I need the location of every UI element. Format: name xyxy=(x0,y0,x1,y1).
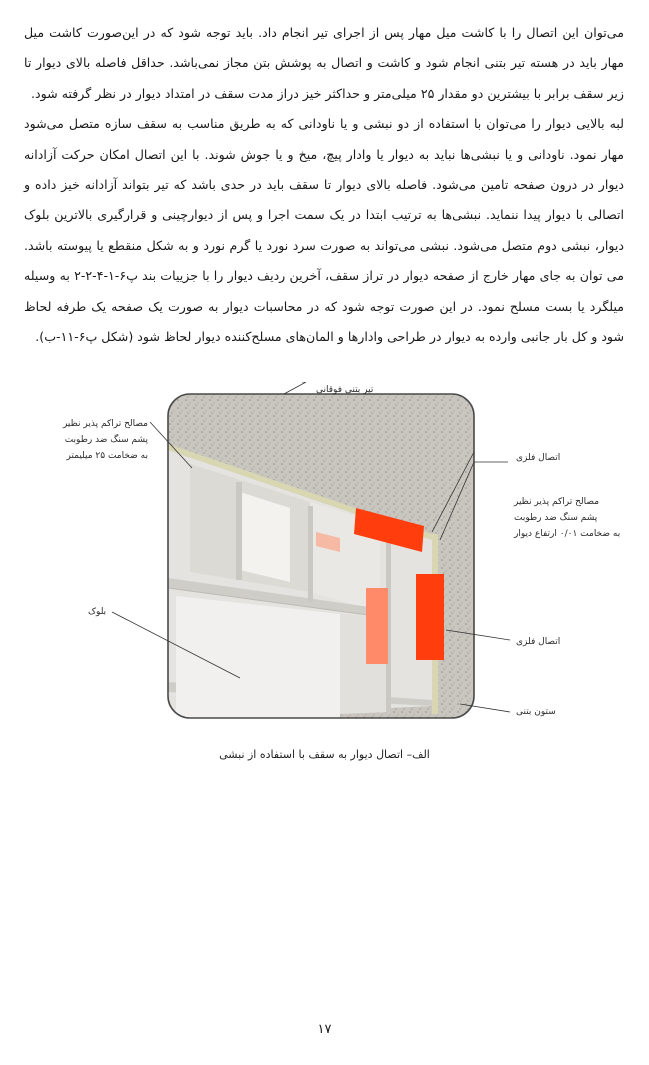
label-block: بلوک xyxy=(88,607,107,617)
metal-connection-bottom xyxy=(416,574,444,660)
label-filler-left-2: پشم سنگ ضد رطوبت xyxy=(64,435,148,445)
label-beam: تیر بتنی فوقانی xyxy=(316,385,374,395)
label-metal-bottom: اتصال فلزی xyxy=(516,637,561,647)
body-text xyxy=(24,18,624,352)
label-filler-left-1: مصالح تراکم پذیر نظیر xyxy=(62,419,148,429)
lower-block xyxy=(176,596,340,718)
label-filler-right-2: پشم سنگ ضد رطوبت xyxy=(514,513,598,523)
paragraph: لبه بالایی دیوار را می‌توان با استفاده از دو نبشی و یا ناودانی که به طریق مناسب به سقف سازه متصل می‌شود مهار نمود. ناودانی و یا نبشی‌ها نباید به دیوار یا وادار پیچ، میخ و یا جوش شوند. با این اتصال امکان حرکت آزادانه دیوار در درون صفحه تامین می‌شود. فاصله بالای دیوار تا سقف باید در حدی باشد که تیر بتواند آزادانه خیز داده و اتصالی با دیوار پیدا ننماید. نبشی‌ها به ترتیب ابتدا در یک سمت اجرا و پس از دیوارچینی و قرارگیری بالاترین بلوک دیوار، نبشی دوم متصل می‌شود. نبشی می‌تواند به صورت سرد نورد یا گرم نورد و به شکل منقطع یا پیوسته باشد. می توان به جای مهار خارج از صفحه دیوار در تراز سقف، آخرین ردیف دیوار را با جزییات بند پ۶-۱-۴-۲-۲ به وسیله میلگرد یا بست مسلح نمود. در این صورت توجه شود که در محاسبات دیوار به صورت یک صفحه یک طرفه لحاظ شود و کل بار جانبی وارده به دیوار در طراحی وادارها و المان‌های مسلح‌کننده دیوار لحاظ شود (شکل پ۶-۱۱-ب). xyxy=(24,116,624,345)
figure-caption: الف– اتصال دیوار به سقف با استفاده از نبشی xyxy=(219,748,430,761)
label-column: ستون بتنی xyxy=(516,707,556,717)
label-filler-right-3: به ضخامت ۰/۰۱ ارتفاع دیوار xyxy=(514,529,621,539)
label-metal-top: اتصال فلزی xyxy=(516,453,561,463)
paragraph: می‌توان این اتصال را با کاشت میل مهار پس از اجرای تیر انجام داد. باید توجه شود که در این‌صورت کاشت میل مهار باید در هسته تیر بتنی انجام شود و کاشت و اتصال به پوشش بتن مجاز نمی‌باشد. حداقل فاصله بالای دیوار تا زیر سقف برابر با بیشترین دو مقدار ۲۵ میلی‌متر و حداکثر خیز دراز مدت سقف در امتداد دیوار در نظر گرفته شود. xyxy=(24,25,624,101)
wall-connection-figure xyxy=(40,382,621,742)
page-number: ۱۷ xyxy=(317,1022,332,1037)
label-filler-left-3: به ضخامت ۲۵ میلیمتر xyxy=(66,451,148,461)
label-filler-right-1: مصالح تراکم پذیر نظیر xyxy=(514,497,600,507)
